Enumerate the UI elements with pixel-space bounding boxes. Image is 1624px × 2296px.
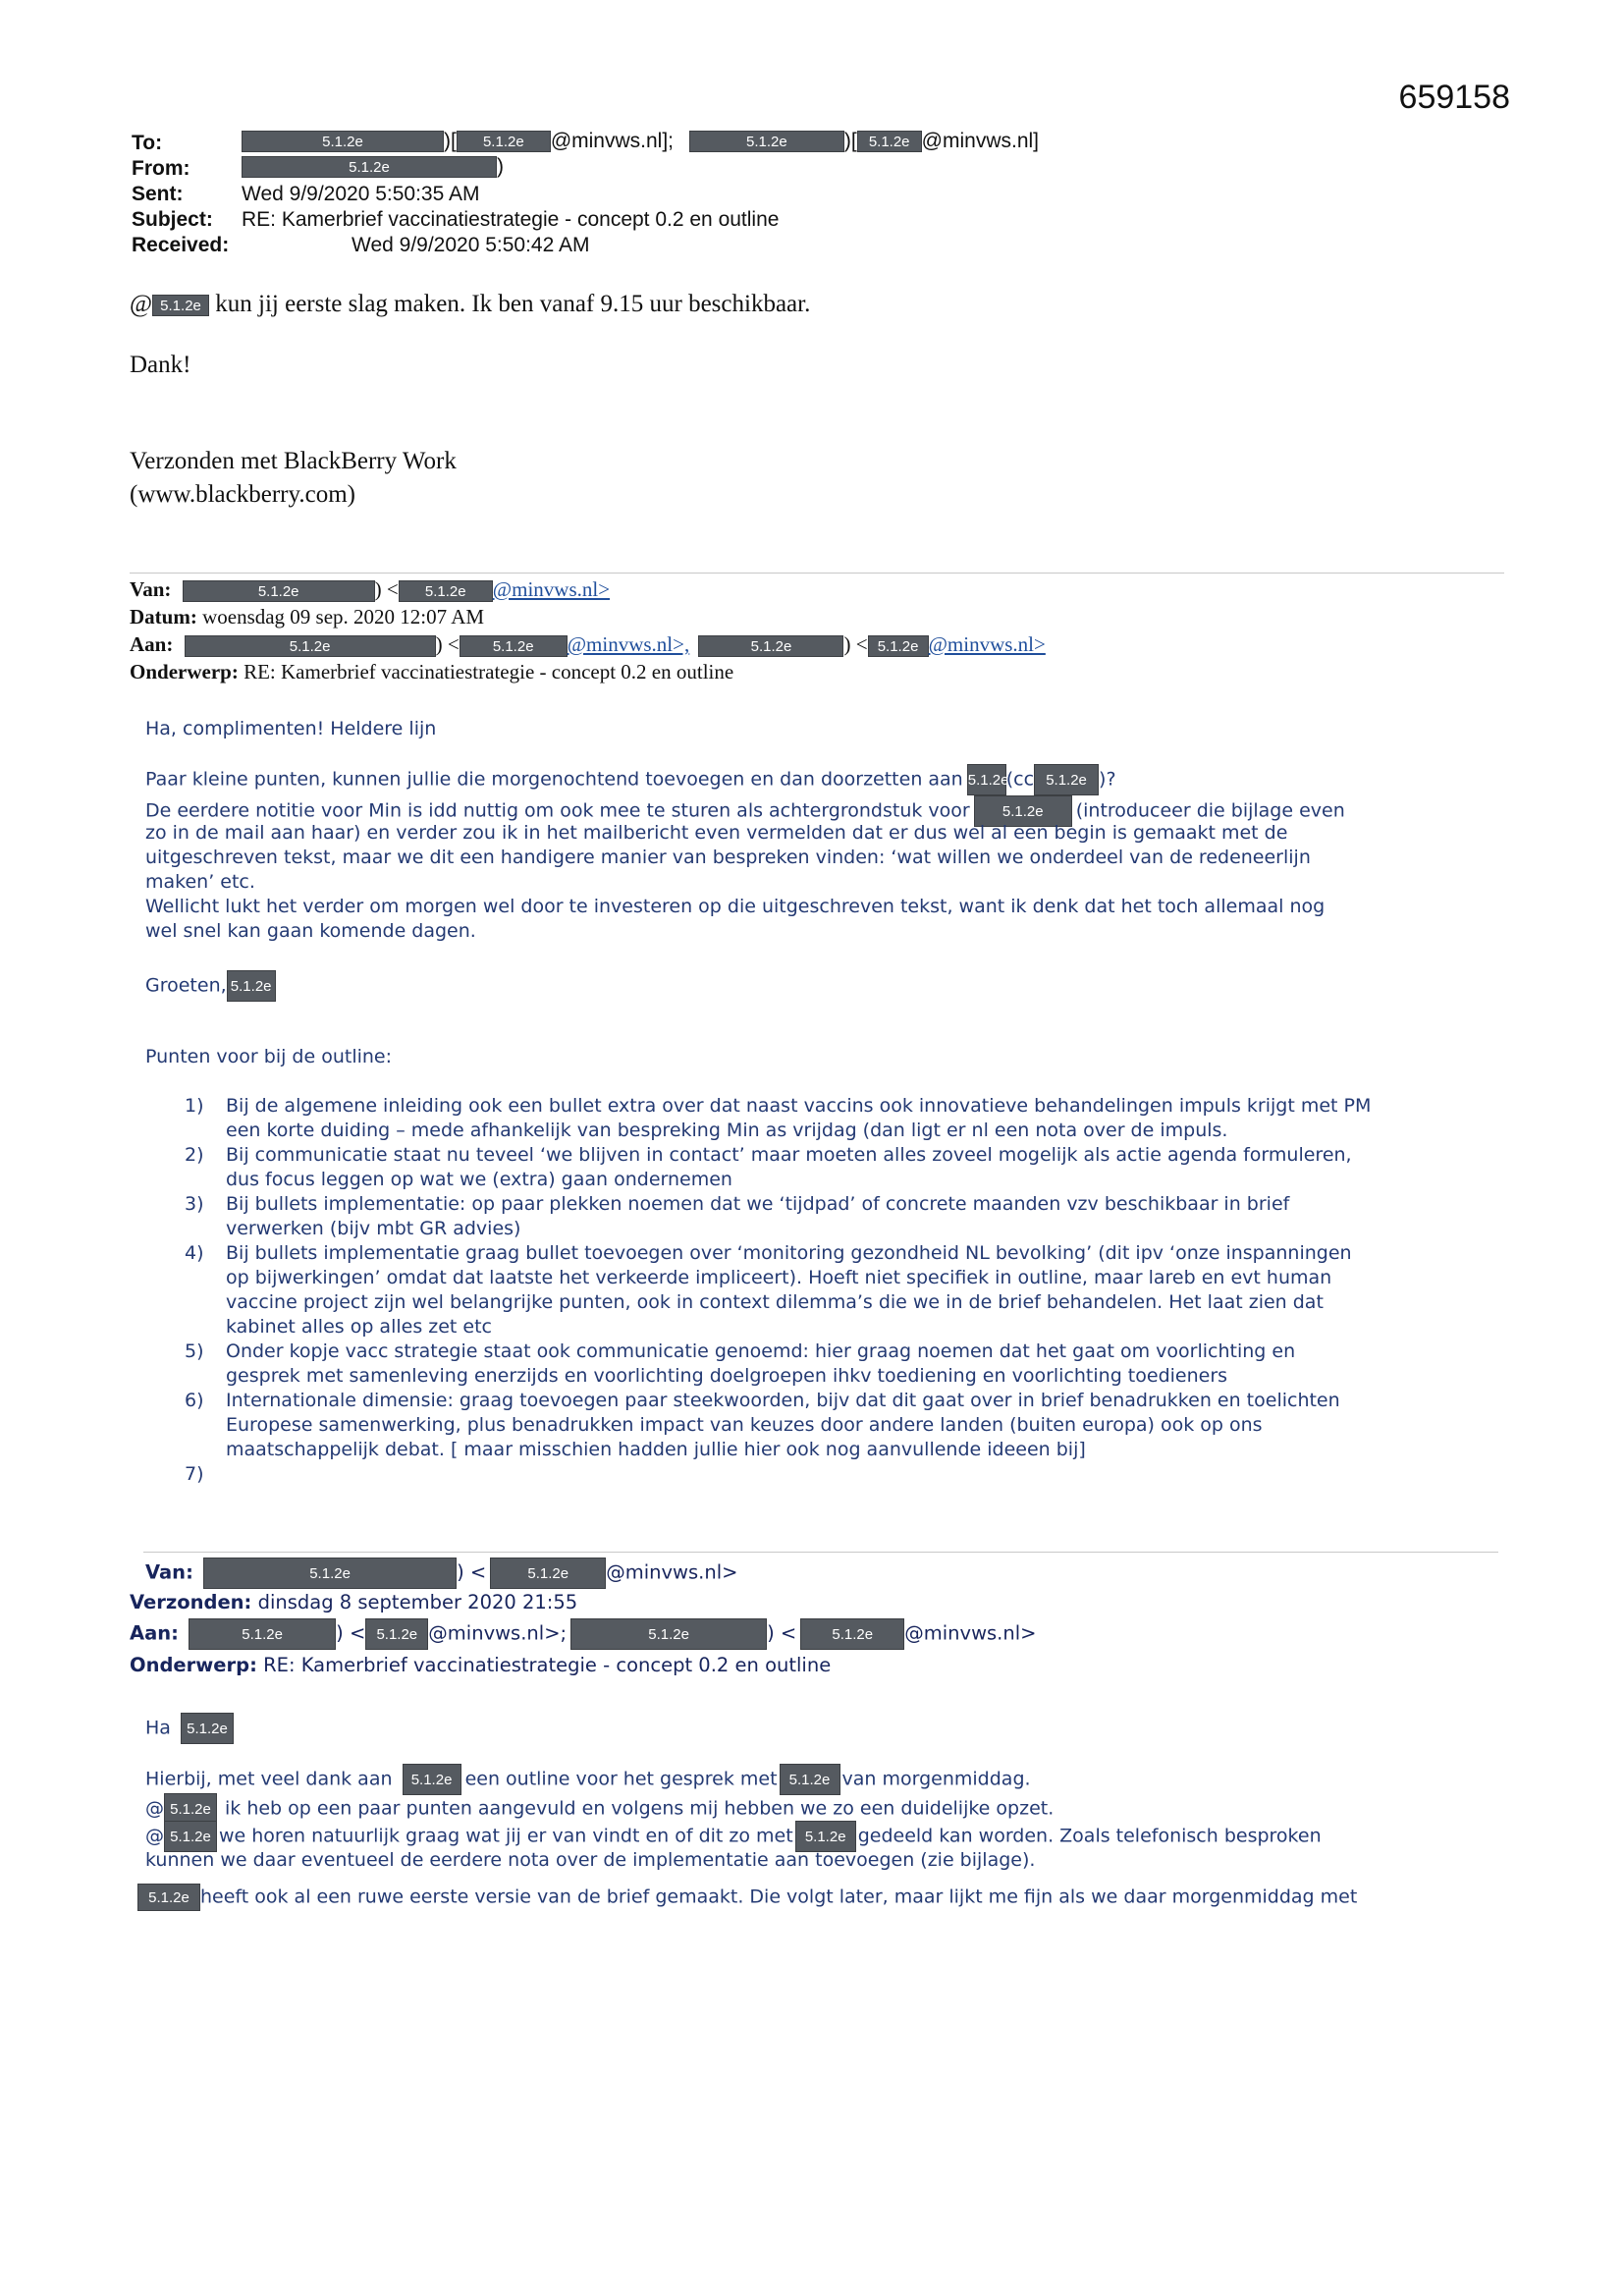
reply-1-paragraph-2-line-2: zo in de mail aan haar) en verder zou ik in het mailbericht even vermelden dat er dus wel al een begin is gemaakt met de (145, 822, 1288, 844)
received-value: Wed 9/9/2020 5:50:42 AM (352, 234, 590, 256)
reply-1-paragraph-2-line-1: De eerdere notitie voor Min is idd nuttig om ook mee te sturen als achtergrondstuk voor 5.1.2e (introduceer die bijlage even (145, 795, 1345, 827)
outline-point: 4) Bij bullets implementatie graag bullet toevoegen over ‘monitoring gezondheid NL bevolking’ (dit ipv ‘onze inspanningen op bijwerkingen’ omdat dat laatste het verkeerde impliceert). Hoeft niet specifiek in outline, maar lareb en evt human vaccine project zijn wel belangrijke punten, ook in context dilemma’s die we in de brief behandelen. Het laat zien dat kabinet alles op alles zet etc (185, 1242, 1352, 1338)
reply-2-greeting: Ha 5.1.2e (145, 1713, 234, 1744)
outline-point: 5) Onder kopje vacc strategie staat ook communicatie genoemd: hier graag noemen dat het gaat om voorlichting en gesprek met samenleving enerzijds en voorlichting doelgroepen ihkv toediening en voorlichting toedieners (185, 1340, 1296, 1387)
aan-email-link-2[interactable]: @minvws.nl> (928, 632, 1046, 656)
redaction: 5.1.2e (795, 1821, 856, 1852)
reply-2-onderwerp-row: Onderwerp: RE: Kamerbrief vaccinatiestrategie - concept 0.2 en outline (130, 1654, 832, 1676)
reply-1-header (130, 575, 1046, 685)
aan-row: Aan: 5.1.2e ) < 5.1.2e @minvws.nl>, 5.1.2e ) < 5.1.2e @minvws.nl> (130, 632, 1046, 656)
reply-1-greeting: Ha, complimenten! Heldere lijn (145, 718, 437, 739)
redaction: 5.1.2e (399, 580, 493, 602)
reply-1-closing: Groeten, 5.1.2e (145, 970, 276, 1002)
datum-row: Datum: woensdag 09 sep. 2020 12:07 AM (130, 605, 485, 629)
reply-2-line-3: @ 5.1.2e we horen natuurlijk graag wat jij er van vindt en of dit zo met 5.1.2e gedeeld kan worden. Zoals telefonisch besproken (145, 1821, 1322, 1852)
to-value: 5.1.2e )[ 5.1.2e @minvws.nl]; 5.1.2e )[ 5.1.2e @minvws.nl] (242, 130, 1039, 153)
redaction: 5.1.2e (242, 131, 444, 152)
reply-1-paragraph-2-line-4: maken’ etc. (145, 871, 255, 893)
outline-point: 2) Bij communicatie staat nu teveel ‘we blijven in contact’ maar moeten alles zoveel mogelijk als actie agenda formuleren, dus focus leggen op wat we (extra) gaan ondernemen (185, 1144, 1352, 1190)
reply-2-line-2: @ 5.1.2e ik heb op een paar punten aangevuld en volgens mij hebben we zo een duidelijke opzet. (145, 1793, 1054, 1825)
reply-2-van-row: Van: 5.1.2e ) < 5.1.2e @minvws.nl> (145, 1558, 737, 1589)
redaction: 5.1.2e (203, 1558, 457, 1589)
reply-1-paragraph-3-line-2: wel snel kan gaan komende dagen. (145, 920, 476, 942)
redaction: 5.1.2e (800, 1618, 904, 1650)
redaction: 5.1.2e (183, 580, 375, 602)
redaction: 5.1.2e (242, 156, 497, 178)
redaction: 5.1.2e (227, 970, 276, 1002)
sent-value: Wed 9/9/2020 5:50:35 AM (242, 183, 480, 205)
outline-title: Punten voor bij de outline: (145, 1046, 393, 1067)
outline-point: 7) (185, 1463, 204, 1485)
redaction: 5.1.2e (365, 1618, 428, 1650)
redaction: 5.1.2e (780, 1764, 840, 1795)
message-1-line-1: @ 5.1.2e kun jij eerste slag maken. Ik ben vanaf 9.15 uur beschikbaar. (130, 291, 811, 317)
message-1-line-2: Dank! (130, 352, 191, 378)
redaction: 5.1.2e (868, 635, 929, 657)
redaction: 5.1.2e (570, 1618, 767, 1650)
outline-point: 3) Bij bullets implementatie: op paar plekken noemen dat we ‘tijdpad’ of concrete maanden vzv beschikbaar in brief verwerken (bijv mbt GR advies) (185, 1193, 1290, 1239)
redaction: 5.1.2e (460, 635, 568, 657)
reply-1-paragraph-1: Paar kleine punten, kunnen jullie die morgenochtend toevoegen en dan doorzetten aan 5.1.2e(cc 5.1.2e )? (145, 764, 1116, 795)
reply-1-paragraph-2-line-3: uitgeschreven tekst, maar we dit een handigere manier van bespreken vinden: ‘wat willen we onderdeel van de redeneerlijn (145, 847, 1311, 868)
outline-points-list (185, 1094, 1500, 1487)
redaction: 5.1.2e (164, 1793, 217, 1825)
redaction: 5.1.2e (698, 635, 843, 657)
received-label: Received: (132, 234, 230, 256)
document-number: 659158 (1398, 79, 1510, 116)
outline-point: 1) Bij de algemene inleiding ook een bullet extra over dat naast vaccins ook innovatieve behandelingen impuls krijgt met PM een korte duiding – mede afhankelijk van bespreking Min as vrijdag (dan ligt er nl een nota over de impuls. (185, 1095, 1372, 1141)
onderwerp-row: Onderwerp: RE: Kamerbrief vaccinatiestrategie - concept 0.2 en outline (130, 660, 734, 683)
reply-2-line-1: Hierbij, met veel dank aan 5.1.2e een outline voor het gesprek met 5.1.2e van morgenmiddag. (145, 1764, 1031, 1795)
from-value: 5.1.2e ) (242, 155, 504, 179)
redaction: 5.1.2e (689, 131, 844, 152)
van-email-link[interactable]: @minvws.nl> (492, 577, 611, 601)
reply-2-line-5: 5.1.2e heeft ook al een ruwe eerste versie van de brief gemaakt. Die volgt later, maar lijkt me fijn als we daar morgenmiddag met (137, 1884, 1357, 1911)
redaction: 5.1.2e (457, 131, 551, 152)
redaction: 5.1.2e (185, 635, 436, 657)
reply-2-verzonden-row: Verzonden: dinsdag 8 september 2020 21:55 (130, 1591, 578, 1613)
redaction: 5.1.2e (189, 1618, 336, 1650)
signature-line-2: (www.blackberry.com) (130, 481, 355, 508)
to-label: To: (132, 132, 163, 154)
redaction: 5.1.2e (974, 795, 1072, 827)
subject-label: Subject: (132, 208, 213, 231)
redaction: 5.1.2e (857, 131, 922, 152)
van-row: Van: 5.1.2e ) < 5.1.2e @minvws.nl> (130, 577, 611, 601)
redaction: 5.1.2e (164, 1821, 217, 1852)
email-header (132, 130, 1212, 267)
redaction: 5.1.2e (403, 1764, 461, 1795)
redaction: 5.1.2e (137, 1884, 200, 1911)
reply-2-aan-row: Aan: 5.1.2e ) < 5.1.2e @minvws.nl>; 5.1.2e ) < 5.1.2e @minvws.nl> (130, 1618, 1037, 1650)
divider (143, 1552, 1498, 1553)
outline-point: 6) Internationale dimensie: graag toevoegen paar steekwoorden, bijv dat dit gaat over in brief benadrukken en toelichten Europese samenwerking, plus benadrukken impact van keuzes door andere landen (buiten europa) ook op ons maatschappelijk debat. [ maar misschien hadden jullie hier ook nog aanvullende ideeen bij] (185, 1390, 1340, 1460)
subject-value: RE: Kamerbrief vaccinatiestrategie - concept 0.2 en outline (242, 208, 780, 231)
reply-1-paragraph-3-line-1: Wellicht lukt het verder om morgen wel door te investeren op die uitgeschreven tekst, want ik denk dat het toch allemaal nog (145, 896, 1326, 917)
redaction: 5.1.2e (181, 1713, 234, 1744)
redaction: 5.1.2e (1034, 764, 1099, 795)
signature-line-1: Verzonden met BlackBerry Work (130, 448, 457, 474)
reply-2-line-4: kunnen we daar eventueel de eerdere nota over de implementatie aan toevoegen (zie bijlage). (145, 1849, 1036, 1871)
aan-email-link-1[interactable]: @minvws.nl>, (567, 632, 690, 656)
redaction: 5.1.2e (152, 295, 209, 316)
redaction: 5.1.2e (967, 764, 1006, 795)
divider (130, 573, 1504, 574)
redaction: 5.1.2e (490, 1558, 606, 1589)
from-label: From: (132, 157, 190, 180)
sent-label: Sent: (132, 183, 184, 205)
